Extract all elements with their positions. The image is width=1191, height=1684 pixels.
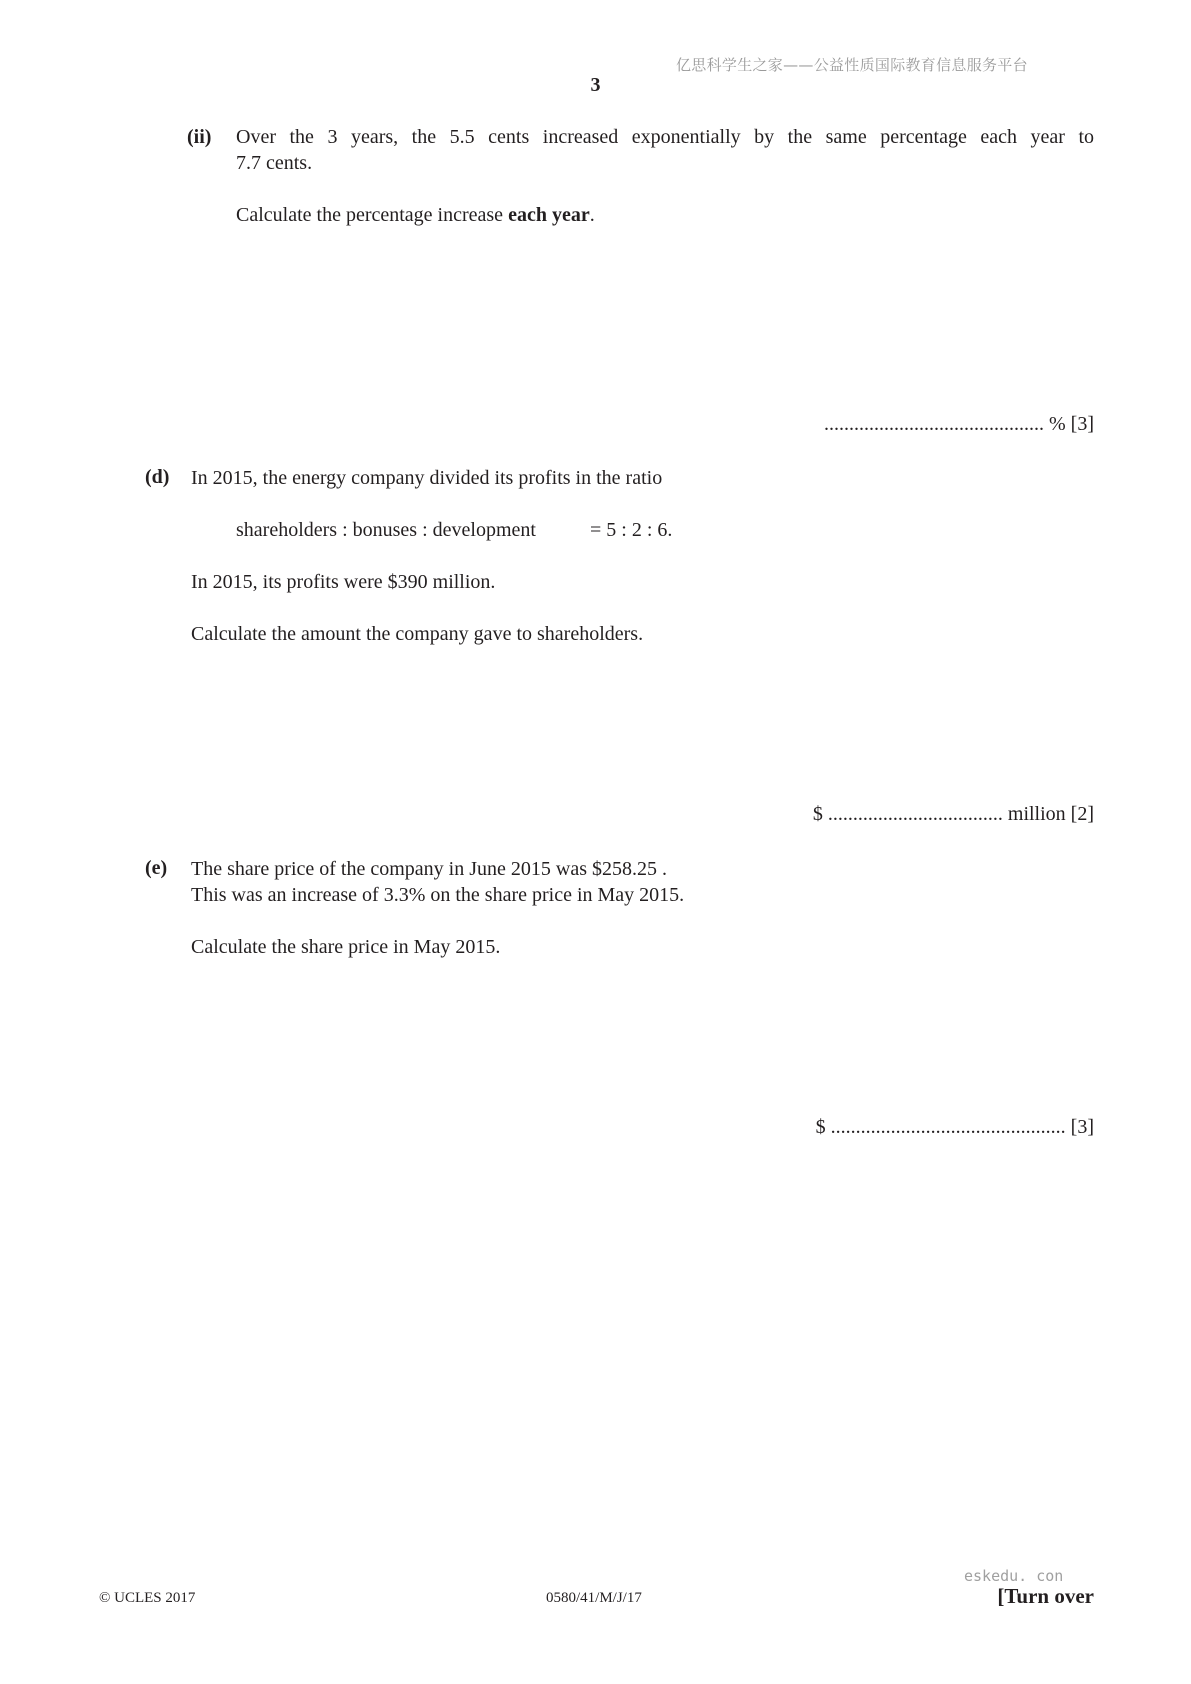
part-d-instruction: Calculate the amount the company gave to shareholders. (191, 623, 644, 645)
footer-copyright: © UCLES 2017 (99, 1590, 196, 1606)
part-ii-line2: 7.7 cents. (236, 152, 313, 174)
turn-over-label: [Turn over (997, 1584, 1094, 1608)
part-e-answer-line[interactable]: $ ............................................... [3] (815, 1116, 1094, 1138)
part-e-line1: The share price of the company in June 2015 was $258.25 . (191, 858, 667, 880)
part-d-label: (d) (145, 466, 170, 488)
part-e-instruction: Calculate the share price in May 2015. (191, 936, 501, 958)
part-ii-label: (ii) (187, 126, 212, 148)
part-e-label: (e) (145, 857, 168, 879)
part-ii-line1: Over the 3 years, the 5.5 cents increased exponentially by the same percentage each year to (236, 126, 1094, 148)
part-ii-instruction-bold: each year (508, 204, 590, 226)
part-ii-answer-line[interactable]: ............................................ % [3] (824, 413, 1094, 435)
footer-code: 0580/41/M/J/17 (546, 1590, 642, 1606)
part-d-line3: In 2015, its profits were $390 million. (191, 571, 496, 593)
part-e-line2: This was an increase of 3.3% on the share price in May 2015. (191, 884, 685, 906)
part-d-ratio-value: = 5 : 2 : 6. (590, 519, 673, 541)
part-ii-instruction-suffix: . (589, 204, 595, 226)
watermark-header: 亿思科学生之家——公益性质国际教育信息服务平台 (676, 56, 1028, 74)
part-d-line1: In 2015, the energy company divided its profits in the ratio (191, 467, 663, 489)
page-number: 3 (590, 74, 601, 96)
part-d-answer-line[interactable]: $ ................................... million [2] (812, 803, 1094, 825)
part-ii-instruction (236, 202, 595, 228)
watermark-footer: eskedu. con (964, 1567, 1064, 1585)
part-ii-instruction-prefix: Calculate the percentage increase (236, 204, 509, 226)
part-d-ratio-text: shareholders : bonuses : development (236, 519, 536, 541)
